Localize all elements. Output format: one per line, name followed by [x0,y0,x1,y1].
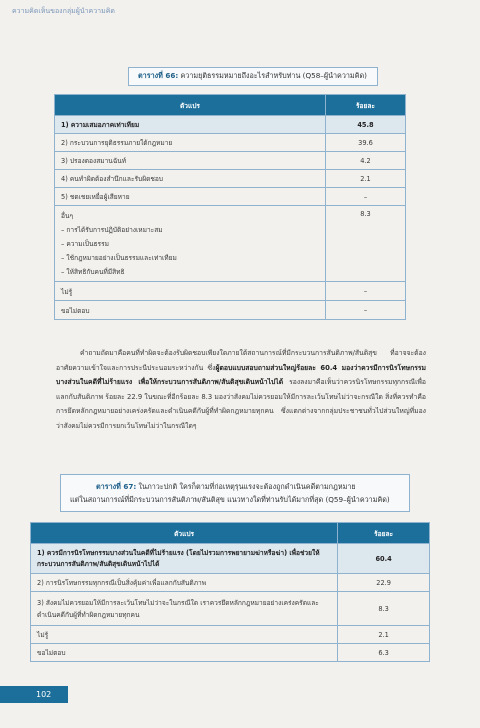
list-item: – ความเป็นธรรม [61,240,109,248]
paragraph-text-2: รองลงมาคือเห็นว่าควรนิรโทษกรรมทุกกรณีเพื่อแลกกับสันติภาพ ร้อยละ 22.9 ในขณะที่อีกร้อยละ 8.3 มองว่าสังคมไม่ควรยอมให้มีการละเว้นโทษไม่ว่าจะกรณีใด สิ่งที่ควรทำคือการยึดหลักกฎหมายอย่างเคร่งครัดและดำเนินคดีกับผู้ที่ทำผิดกฎหมายทุกคน ซึ่งแตกต่างจากกลุ่มประชาชนทั่วไปส่วนใหญ่ที่มองว่าสังคมไม่ควรมีการยกเว้นโทษไม่ว่าในกรณีใดๆ [56,378,426,430]
table67 [30,522,430,662]
table66-others-list [61,224,319,277]
table67-row-label: ขอไม่ตอบ [31,644,338,662]
table66-row-others [55,206,406,282]
table66-label: ตารางที่ 66: [138,71,179,80]
table66-others-label: อื่นๆ [61,212,74,220]
body-paragraph [56,346,426,434]
table66 [54,94,406,320]
table67-row-label: 2) การนิรโทษกรรมทุกกรณีเป็นสิ่งคุ้มค่าเพื่อแลกกับสันติภาพ [31,574,338,592]
running-header: ความคิดเห็นของกลุ่มผู้นำความคิด [12,7,115,15]
table66-dont-know-label: ไม่รู้ [55,282,326,301]
table66-caption [138,71,367,82]
table66-row [55,116,406,134]
list-item: – ให้สิทธิกับคนที่มีสิทธิ [61,268,125,276]
table67-row [31,574,430,592]
table66-others-value: 8.3 [325,206,405,282]
table66-row [55,134,406,152]
table66-row-value: 4.2 [325,152,405,170]
table66-dont-know-value: – [325,282,405,301]
table66-row-label: 2) กระบวนการยุติธรรมภายใต้กฎหมาย [55,134,326,152]
table67-row-value: 2.1 [338,626,430,644]
table66-row-label: 3) ปรองดองสมานฉันท์ [55,152,326,170]
table66-row [55,188,406,206]
table67-row-value: 22.9 [338,574,430,592]
table66-row [55,301,406,320]
table67-row-label: 1) ควรมีการนิรโทษกรรมบางส่วนในคดีที่ไม่ร้ายแรง (โดยไม่รวมการพยายามฆ่าหรือฆ่า) เพื่อช่วยให้กระบวนการสันติภาพ/สันติสุขเดินหน้าไปได้ [31,544,338,574]
table67-caption [70,480,390,506]
table66-row-label: 4) คนทำผิดต้องสำนึกและรับผิดชอบ [55,170,326,188]
table66-row [55,170,406,188]
table67-row [31,544,430,574]
list-item: – ใช้กฎหมายอย่างเป็นธรรมและเท่าเทียม [61,254,177,262]
table66-no-answer-value: – [325,301,405,320]
table66-header-variable: ตัวแปร [55,95,326,116]
table67-label: ตารางที่ 67: [96,482,137,491]
table66-row-label: 5) ชดเชยเหยื่อผู้เสียหาย [55,188,326,206]
table67-row-value: 60.4 [338,544,430,574]
table66-row [55,282,406,301]
table66-row-label: 1) ความเสมอภาคเท่าเทียม [55,116,326,134]
table67-row [31,626,430,644]
table66-header-percent: ร้อยละ [325,95,405,116]
table67-title-line2: แต่ในสถานการณ์ที่มีกระบวนการสันติภาพ/สันติสุข แนวทางใดที่ท่านรับได้มากที่สุด (Q59–ผู้นำความคิด) [70,495,390,504]
table67-row-value: 8.3 [338,592,430,626]
list-item: – การได้รับการปฏิบัติอย่างเหมาะสม [61,226,163,234]
paragraph-text-1: คำถามถัดมาคือคนที่ทำผิดจะต้องรับผิดชอบเพียงใดภายใต้สถานการณ์ที่มีกระบวนการสันติภาพ/สันติสุข ที่อาจจะต้องอาศัยความเข้าใจและการประนีประนอมระหว่างกัน ซึ่ง [56,349,426,372]
table67-header-percent: ร้อยละ [338,523,430,544]
table67-row-label: ไม่รู้ [31,626,338,644]
table67-row-value: 6.3 [338,644,430,662]
table66-row-value: 2.1 [325,170,405,188]
table66-title: ความยุติธรรมหมายถึงอะไรสำหรับท่าน (Q58–ผู้นำความคิด) [180,71,367,80]
table67-title-line1: ในภาวะปกติ ใครก็ตามที่ก่อเหตุรุนแรงจะต้องถูกดำเนินคดีตามกฎหมาย [138,482,356,491]
table66-row-value: 39.6 [325,134,405,152]
table66-row-value: 45.8 [325,116,405,134]
table67-row [31,592,430,626]
table66-row-value: – [325,188,405,206]
table66-row [55,152,406,170]
table67-header-variable: ตัวแปร [31,523,338,544]
table67-row-label: 3) สังคมไม่ควรยอมให้มีการละเว้นโทษไม่ว่าจะในกรณีใด เราควรยึดหลักกฎหมายอย่างเคร่งครัดและดำเนินคดีกับผู้ที่ทำผิดกฎหมายทุกคน [31,592,338,626]
paragraph-bold-text: ผู้ตอบแบบสอบถามส่วนใหญ่ร้อยละ 60.4 มองว่าควรมีการนิรโทษกรรมบางส่วนในคดีที่ไม่ร้ายแรง เพื่อให้กระบวนการสันติภาพ/สันติสุขเดินหน้าไปได้ [56,363,426,387]
table67-row [31,644,430,662]
page-number: 102 [0,686,68,703]
table66-no-answer-label: ขอไม่ตอบ [55,301,326,320]
